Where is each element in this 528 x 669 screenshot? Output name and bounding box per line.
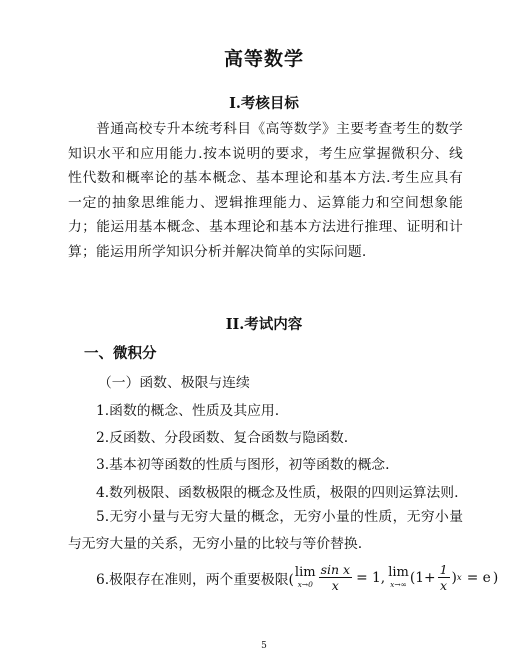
content-item-1: 1.函数的概念、性质及其应用. (96, 403, 280, 419)
item-6-prefix: 6.极限存在准则，两个重要极限( (96, 571, 294, 588)
fraction-2-denominator: x (440, 578, 448, 593)
fraction-sinx-over-x (319, 562, 353, 593)
section-heading-objectives: I.考核目标 (229, 95, 299, 112)
limit-1 (295, 566, 316, 589)
subsection-heading-functions: （一）函数、极限与连续 (98, 375, 250, 391)
page-title: 高等数学 (223, 48, 304, 70)
content-item-2: 2.反函数、分段函数、复合函数与隐函数. (96, 430, 349, 446)
limit-1-subscript: x→0 (297, 580, 313, 589)
objectives-text: 普通高校专升本统考科目《高等数学》主要考查考生的数学知识水平和应用能力.按本说明的要求，考生应掌握微积分、线性代数和概率论的基本概念、基本理论和基本方法.考生应具有一定的抽象思维能力、逻辑推理能力、运算能力和空间想象能力；能运用基本概念、基本理论和基本方法进行推理、证明和计算；能运用所学知识分析并解决简单的实际问题. (68, 121, 463, 260)
equals-one: = 1, (356, 569, 386, 586)
objectives-paragraph (68, 117, 463, 265)
limit-2 (388, 566, 409, 589)
part-heading-calculus: 一、微积分 (84, 345, 157, 362)
content-item-5-text: 5.无穷小量与无穷大量的概念，无穷小量的性质，无穷小量与无穷大量的关系，无穷小量的比较与等价替换. (68, 509, 463, 552)
section-heading-content: II.考试内容 (225, 316, 303, 333)
content-item-5 (68, 504, 463, 558)
page-number: 5 (261, 641, 267, 651)
paren-close: ) (451, 569, 457, 586)
paren-open: (1+ (409, 569, 436, 586)
power-x: x (456, 572, 462, 583)
fraction-1-numerator: sin x (320, 562, 351, 577)
equals-e: = e (466, 569, 491, 586)
content-item-4: 4.数列极限、函数极限的概念及性质，极限的四则运算法则. (96, 485, 459, 501)
limit-2-operator: lim (388, 565, 409, 580)
content-item-3: 3.基本初等函数的性质与图形，初等函数的概念. (96, 457, 390, 473)
fraction-2-numerator: 1 (439, 562, 448, 577)
fraction-one-over-x (438, 562, 450, 593)
item-6-suffix: ) (492, 569, 499, 586)
content-item-6 (96, 562, 498, 593)
fraction-1-denominator: x (331, 578, 339, 593)
limit-2-subscript: x→∞ (390, 580, 407, 589)
limit-1-operator: lim (294, 565, 316, 580)
